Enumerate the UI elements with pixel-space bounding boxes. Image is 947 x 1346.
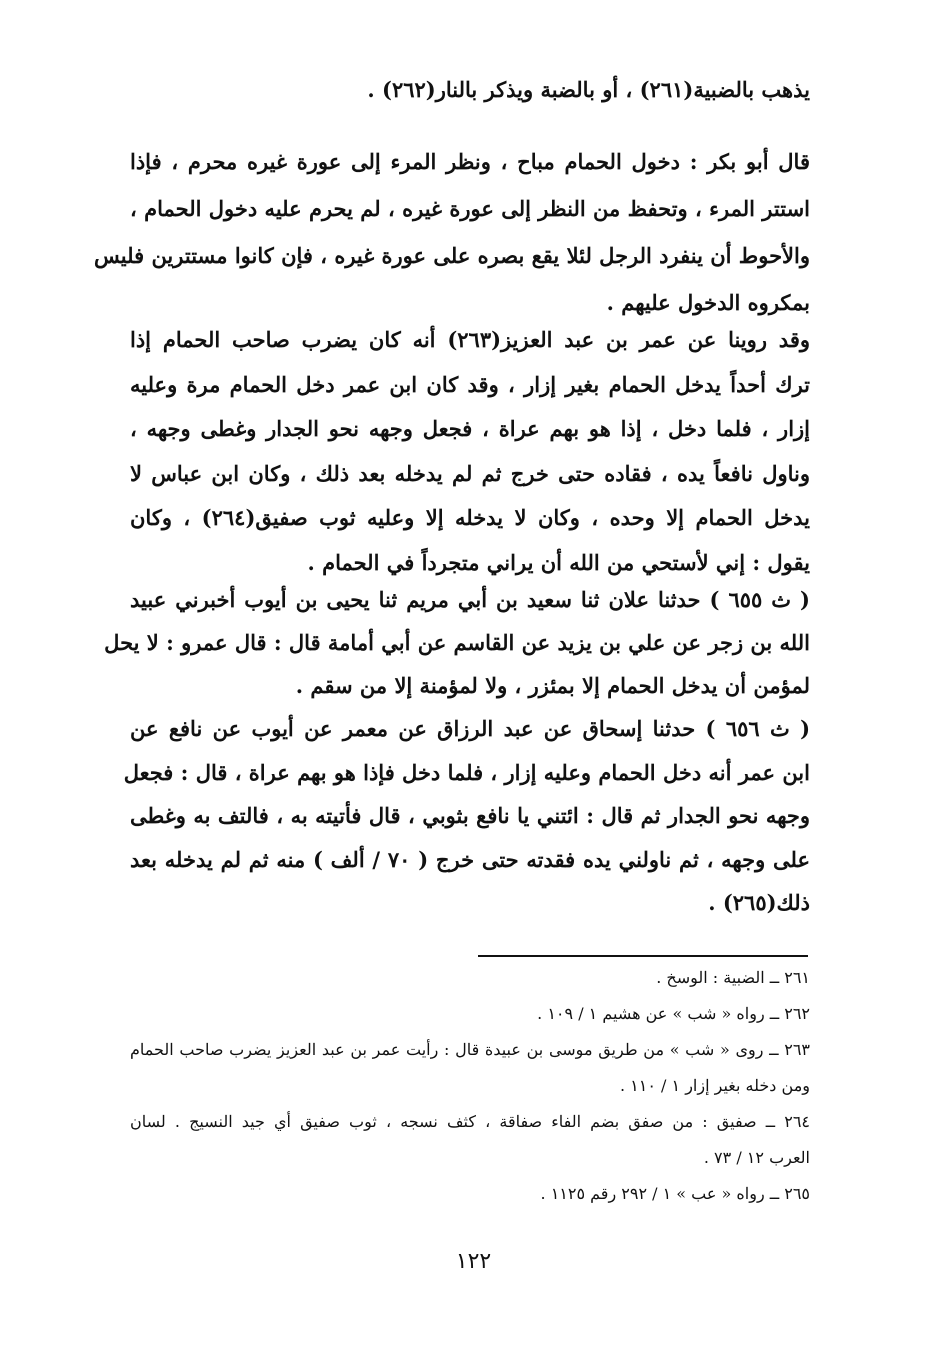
footnote-265: ٢٦٥ ــ رواه « عب » ١ / ٢٩٢ رقم ١١٢٥ . — [540, 1184, 810, 1203]
paragraph-line: استتر المرء ، وتحفظ من النظر إلى عورة غيره ، لم يحرم عليه دخول الحمام ، — [130, 196, 810, 221]
hadith-line: لمؤمن أن يدخل الحمام إلا بمئزر ، ولا لمؤمنة إلا من سقم . — [295, 673, 810, 698]
paragraph-line: والأحوط أن ينفرد الرجل لئلا يقع بصره على عورة غيره ، فإن كانوا مستترين فليس — [94, 243, 810, 268]
paragraph-line: يقول : إني لأستحي من الله أن يراني متجرداً في الحمام . — [307, 549, 810, 575]
paragraph-abu-bakr — [94, 138, 810, 326]
paragraph-line: قال أبو بكر : دخول الحمام مباح ، ونظر المرء إلى عورة غيره محرم ، فإذا — [130, 149, 810, 174]
hadith-line: ( ث ٦٥٥ ) حدثنا علان ثنا سعيد بن أبي مريم ثنا يحيى بن أيوب أخبرني عبيد — [130, 587, 810, 612]
footnote-263: ٢٦٣ ــ روى « شب » من طريق موسى بن عبيدة قال : رأيت عمر بن عبد العزيز يضرب صاحب الحمام — [130, 1040, 810, 1059]
footnote-261: ٢٦١ ــ الضبية : الوسخ . — [656, 968, 810, 987]
hadith-655 — [104, 578, 810, 707]
paragraph-line: وناول نافعاً يده ، فقاده حتى خرج ثم لم يدخله بعد ذلك ، وكان ابن عباس لا — [130, 460, 810, 486]
paragraph-line: يدخل الحمام إلا وحده ، وكان لا يدخله إلا وعليه ثوب صفيق(٢٦٤) ، وكان — [130, 505, 810, 530]
footnote-divider — [478, 955, 808, 957]
paragraph-line: وقد روينا عن عمر بن عبد العزيز(٢٦٣) أنه كان يضرب صاحب الحمام إذا — [130, 327, 810, 352]
footnote-262: ٢٦٢ ــ رواه « شب » عن هشيم ١ / ١٠٩ . — [537, 1004, 810, 1023]
opening-line: يذهب بالضبية(٢٦١) ، أو بالضبة ويذكر بالنار(٢٦٢) . — [367, 77, 810, 102]
hadith-line: الله بن زجر عن علي بن يزيد عن القاسم عن أبي أمامة قال : قال عمرو : لا يحل — [104, 630, 810, 655]
hadith-line: ذلك(٢٦٥) . — [708, 890, 810, 915]
paragraph-line: ترك أحداً يدخل الحمام بغير إزار ، وقد كان ابن عمر دخل الحمام مرة وعليه — [130, 371, 810, 397]
footnote-263-continued: ومن دخله بغير إزار ١ / ١١٠ . — [620, 1076, 810, 1095]
paragraph-line: بمكروه الدخول عليهم . — [606, 290, 810, 315]
page-number: ١٢٢ — [455, 1249, 492, 1274]
paragraph-line: إزار ، فلما دخل ، إذا هو بهم عراة ، فجعل وجهه نحو الجدار وغطى وجهه ، — [130, 416, 810, 441]
paragraph-umar-narration — [130, 318, 810, 585]
hadith-line: وجهه نحو الجدار ثم قال : ائتني يا نافع بثوبي ، قال فأتيته به ، فالتف به وغطى — [130, 803, 810, 828]
footnote-264: ٢٦٤ ــ صفيق : من صفق بضم الفاء صفاقة ، كثف نسجه ، ثوب صفيق أي جيد النسيج . لسان — [130, 1112, 810, 1131]
hadith-line: على وجهه ، ثم ناولني يده فقدته حتى خرج ( ٧٠ / ألف ) منه ثم لم يدخله بعد — [130, 846, 810, 872]
footnotes — [130, 960, 810, 1212]
hadith-656 — [123, 707, 811, 925]
hadith-line: ( ث ٦٥٦ ) حدثنا إسحاق عن عبد الرزاق عن معمر عن أيوب عن نافع عن — [130, 716, 811, 741]
footnote-264-continued: العرب ١٢ / ٧٣ . — [703, 1148, 810, 1167]
hadith-line: ابن عمر أنه دخل الحمام وعليه إزار ، فلما دخل فإذا هو بهم عراة ، قال : فجعل — [123, 759, 810, 785]
